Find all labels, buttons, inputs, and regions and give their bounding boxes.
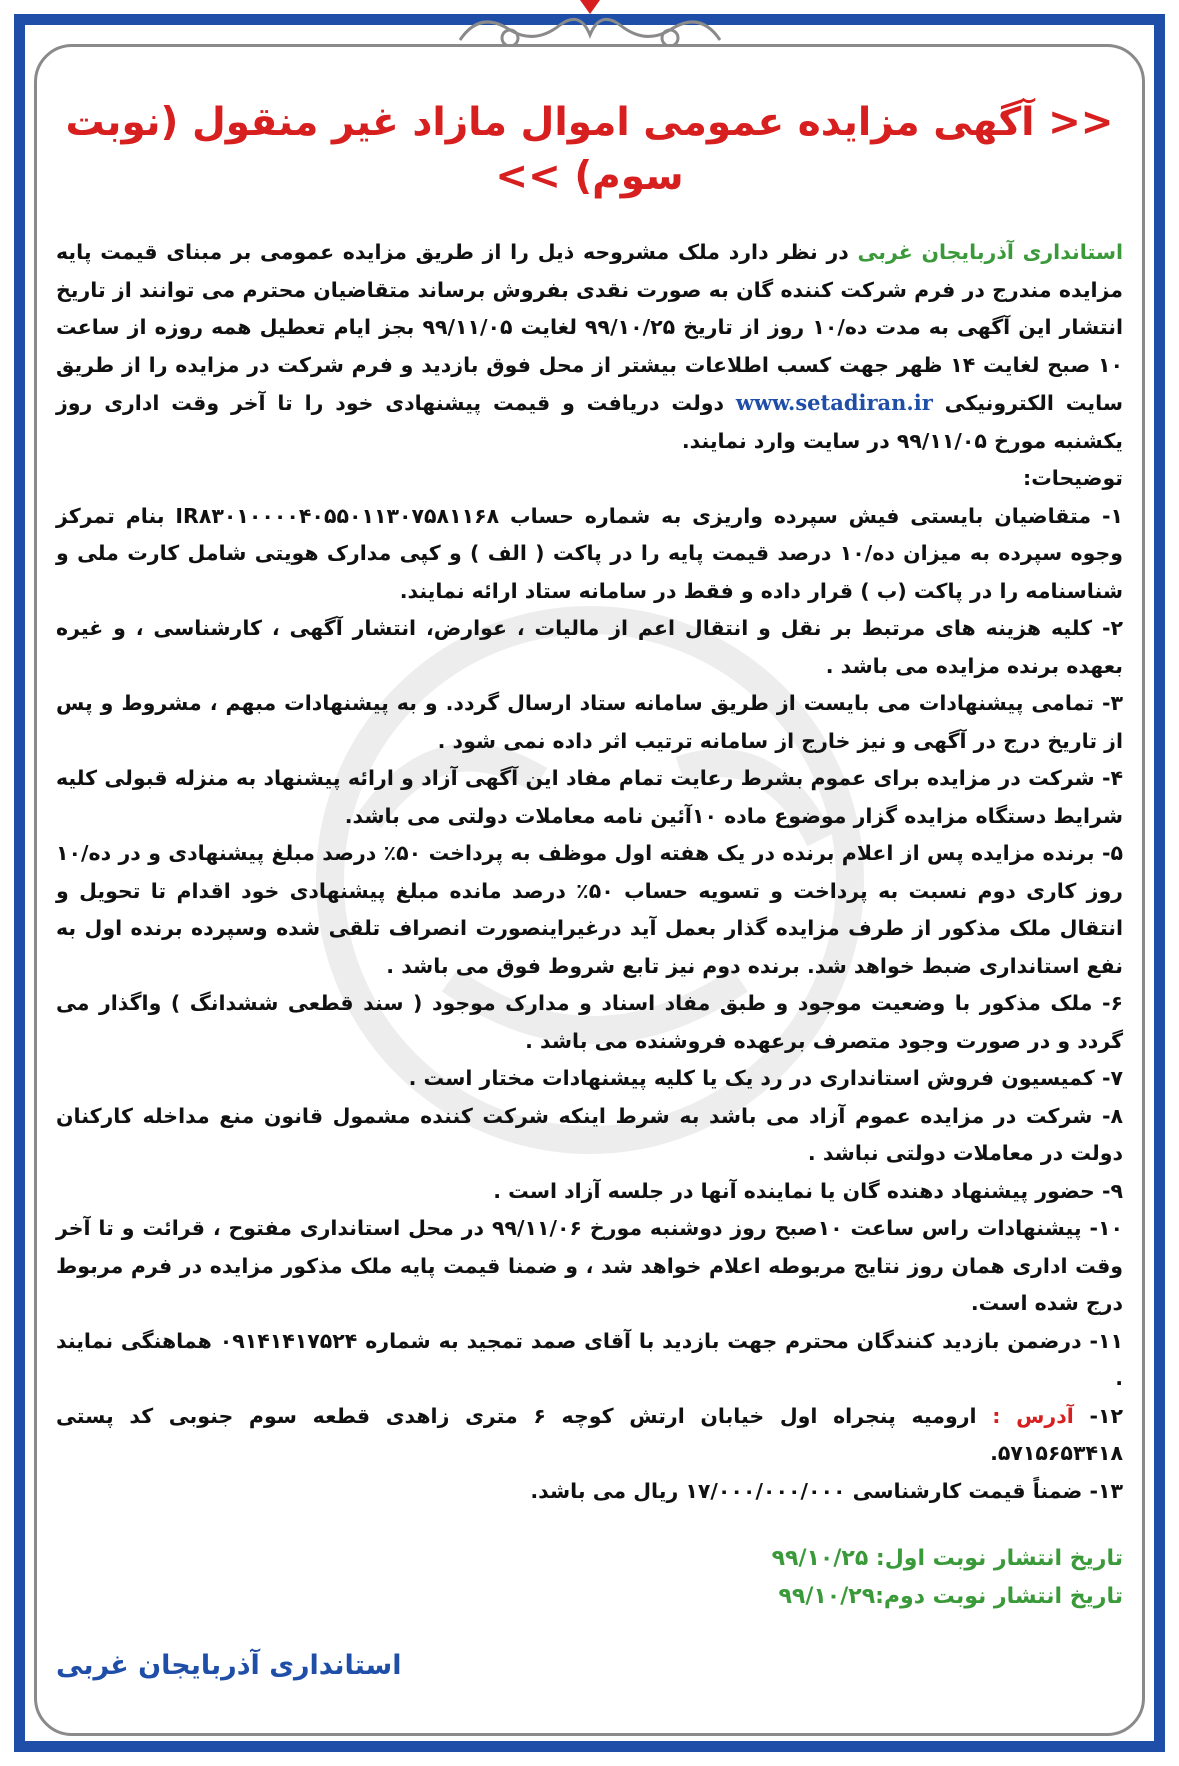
note-item: ۶- ملک مذکور با وضعیت موجود و طبق مفاد اسناد و مدارک موجود ( سند قطعی ششدانگ ) واگذار می گردد و در صورت وجود متصرف برعهده فروشنده می باشد . — [56, 991, 1123, 1053]
website-link[interactable]: www.setadiran.ir — [735, 390, 933, 415]
notes-heading: توضیحات: — [1023, 466, 1123, 490]
note-item: ۱۱- درضمن بازدید کنندگان محترم جهت بازدید با آقای صمد تمجید به شماره ۰۹۱۴۱۴۱۷۵۲۴ هماهنگی نمایند . — [56, 1328, 1123, 1390]
note-item: ۲- کلیه هزینه های مرتبط بر نقل و انتقال اعم از مالیات ، عوارض، انتشار آگهی ، کارشناسی ، و غیره بعهده برنده مزایده می باشد . — [56, 616, 1123, 678]
note-address-text: ارومیه پنجراه اول خیابان ارتش کوچه ۶ متری زاهدی قطعه سوم جنوبی کد پستی ۵۷۱۵۶۵۳۴۱۸. — [56, 1403, 1123, 1465]
note-item: ۱- متقاضیان بایستی فیش سپرده واریزی به شماره حساب IR۸۳۰۱۰۰۰۰۴۰۵۵۰۱۱۳۰۷۵۸۱۱۶۸ بنام تمرکز وجوه سپرده به میزان ده/۱۰ درصد قیمت پایه را در پاکت ( الف ) و کپی مدارک هویتی شامل کارت ملی و شناسنامه را در پاکت (ب ) قرار داده و فقط در سامانه ستاد ارائه نمایند. — [56, 503, 1124, 603]
note-item: ۷- کمیسیون فروش استانداری در رد یک یا کلیه پیشنهادات مختار است . — [408, 1066, 1123, 1090]
note-item: ۳- تمامی پیشنهادات می بایست از طریق سامانه ستاد ارسال گردد. و به پیشنهادات مبهم ، مشروط و پس از تاریخ درج در آگهی و نیز خارج از سامانه ترتیب اثر داده نمی شود . — [56, 691, 1123, 753]
intro-text-a: در نظر دارد ملک مشروحه ذیل را از طریق مزایده عمومی بر مبنای قیمت پایه مزایده مندرج در فرم شرکت کننده گان به صورت نقدی بفروش برساند متقاضیان محترم می توانند از تاریخ انتشار این آگهی به مدت ده/۱۰ روز از تاریخ ۹۹/۱۰/۲۵ لغایت ۹۹/۱۱/۰۵ بجز ایام تعطیل همه روزه از ساعت ۱۰ صبح لغایت ۱۴ ظهر جهت کسب اطلاعات بیشتر از محل فوق بازدید و فرم شرکت در مزایده را از طریق سایت الکترونیکی — [56, 240, 1124, 415]
title-text: آگهی مزایده عمومی اموال مازاد غیر منقول (نوبت سوم) — [65, 100, 1035, 199]
note-item: ۵- برنده مزایده پس از اعلام برنده در یک هفته اول موظف به پرداخت ۵۰٪ درصد مبلغ پیشنهادی و در ده/۱۰ روز کاری دوم نسبت به پرداخت و تسویه حساب ۵۰٪ درصد مانده مبلغ پیشنهادی خود اقدام تا تحویل و انتقال ملک مذکور از طرف مزایده گذار بعمل آید درغیراینصورت انصراف تلقی شده وسپرده برنده اول به نفع استانداری ضبط خواهد شد. برنده دوم نیز تابع شروط فوق می باشد . — [56, 841, 1123, 978]
page-title — [56, 96, 1123, 204]
second-publication-date: تاریخ انتشار نوبت دوم:۹۹/۱۰/۲۹ — [778, 1584, 1123, 1609]
org-name: استانداری آذربایجان غربی — [857, 240, 1123, 264]
note-address-label: آدرس : — [992, 1403, 1074, 1428]
intro-text-b: دولت دریافت و قیمت پیشنهادی خود را تا آخر وقت اداری روز یکشنبه مورخ ۹۹/۱۱/۰۵ در سایت وارد نمایند. — [56, 391, 1123, 453]
announcement-body — [56, 90, 1123, 1730]
note-address-number: ۱۲- — [1089, 1403, 1123, 1428]
note-item: ۴- شرکت در مزایده برای عموم بشرط رعایت تمام مفاد این آگهی آزاد و ارائه پیشنهاد به منزله قبولی کلیه شرایط دستگاه مزایده گزار موضوع ماده ۱۰آئین نامه معاملات دولتی می باشد. — [56, 766, 1123, 828]
note-item: ۸- شرکت در مزایده عموم آزاد می باشد به شرط اینکه شرکت کننده مشمول قانون منع مداخله کارکنان دولت در معاملات دولتی نباشد . — [56, 1103, 1123, 1165]
first-publication-date: تاریخ انتشار نوبت اول: ۹۹/۱۰/۲۵ — [771, 1546, 1123, 1571]
title-marker-right: >> — [495, 154, 561, 199]
footer-org-name: استانداری آذربایجان غربی — [56, 1650, 402, 1681]
title-marker-left: << — [1048, 100, 1114, 145]
note-address — [56, 1398, 1123, 1473]
publication-dates — [56, 1540, 1123, 1616]
note-item: ۱۰- پیشنهادات راس ساعت ۱۰صبح روز دوشنبه مورخ ۹۹/۱۱/۰۶ در محل استانداری مفتوح ، قرائت و تا آخر وقت اداری همان روز نتایج مربوطه اعلام خواهد شد ، و ضمنا قیمت پایه ملک مذکور مزایده در فرم مربوط درج شده است. — [56, 1216, 1124, 1315]
note-item: ۹- حضور پیشنهاد دهنده گان یا نماینده آنها در جلسه آزاد است . — [493, 1178, 1123, 1203]
intro-paragraph — [56, 234, 1123, 460]
note-price: ۱۳- ضمناً قیمت کارشناسی ۱۷/۰۰۰/۰۰۰/۰۰۰ ریال می باشد. — [530, 1478, 1123, 1503]
